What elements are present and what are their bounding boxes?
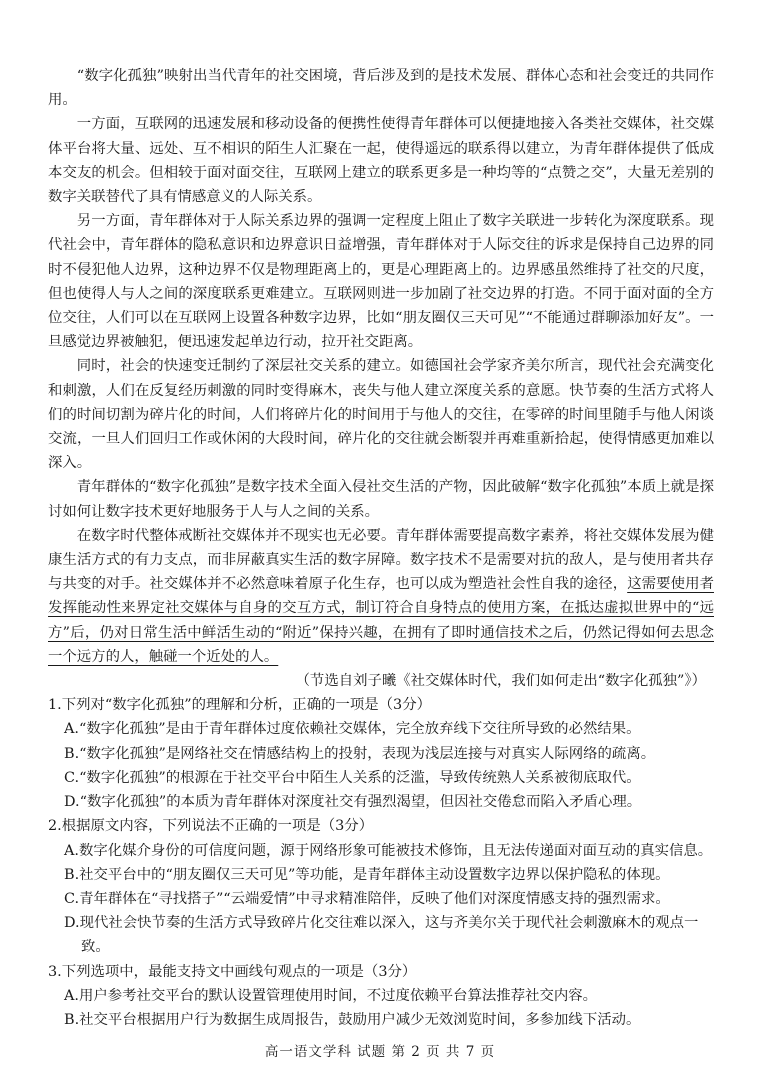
passage-paragraph-4: 同时，社会的快速变迁制约了深层社交关系的建立。如德国社会学家齐美尔所言，现代社会充满变化和刺激，人们在反复经历刺激的同时变得麻木，丧失与他人建立深度关系的意愿。快节奏的生活方式将人们的时间切割为碎片化的时间，人们将碎片化的时间用于与他人的交往，在零碎的时间里随手与他人闲谈交流，一旦人们回归工作或休闲的大段时间，碎片化的交往就会断裂并再难重新拾起，使得情感更加难以深入。 — [48, 358, 714, 472]
passage-paragraph-2: 一方面，互联网的迅速发展和移动设备的便携性使得青年群体可以便捷地接入各类社交媒体，社交媒体平台将大量、远处、互不相识的陌生人汇聚在一起，使得遥远的联系得以建立，为青年群体提供了低成本交友的机会。但相较于面对面交往，互联网上建立的联系更多是一种均等的“点赞之交”，大量无差别的数字关联替代了具有情感意义的人际关系。 — [48, 116, 714, 206]
option-b: B.社交平台根据用户行为数据生成周报告，鼓励用户减少无效浏览时间，多参加线下活动。 — [64, 1011, 641, 1028]
option-d: D.现代社会快节奏的生活方式导致碎片化交往难以深入，这与齐美尔关于现代社会刺激麻木的观点一致。 — [64, 915, 699, 956]
page-footer: 高一语文学科 试题 第 2 页 共 7 页 — [264, 1044, 496, 1060]
passage-paragraph-6 — [48, 524, 714, 669]
underlined-sentence: 这需要使用者发挥能动性来界定社交媒体与自身的交互方式，制订符合自身特点的使用方案，在抵达虚拟世界中的“远方”后，仍对日常生活中鲜活生动的“附近”保持兴趣，在拥有了即时通信技术之后，仍然记得如何去思念一个远方的人，触碰一个近处的人。 — [48, 576, 714, 665]
option-b: B.社交平台中的“朋友圈仅三天可见”等功能，是青年群体主动设置数字边界以保护隐私的体现。 — [64, 866, 670, 883]
option-c: C.青年群体在“寻找搭子”“云端爱情”中寻求精准陪伴，反映了他们对深度情感支持的强烈需求。 — [64, 890, 670, 907]
passage-source: （节选自刘子曦《社交媒体时代，我们如何走出“数字化孤独”》） — [295, 673, 706, 690]
question-3 — [48, 960, 714, 1033]
passage-paragraph-5: 青年群体的“数字化孤独”是数字技术全面入侵社交生活的产物，因此破解“数字化孤独”本质上就是探讨如何让数字技术更好地服务于人与人之间的关系。 — [48, 479, 714, 520]
question-stem: 1.下列对“数字化孤独”的理解和分析，正确的一项是（3分） — [48, 697, 431, 714]
option-d: D.“数字化孤独”的本质为青年群体对深度社交有强烈渴望，但因社交倦怠而陷入矛盾心理。 — [64, 794, 642, 811]
reading-passage — [48, 64, 714, 693]
option-a: A.用户参考社交平台的默认设置管理使用时间，不过度依赖平台算法推荐社交内容。 — [64, 987, 598, 1004]
question-stem: 3.下列选项中，最能支持文中画线句观点的一项是（3分） — [48, 963, 417, 980]
question-stem: 2.根据原文内容，下列说法不正确的一项是（3分） — [48, 818, 374, 835]
page-content — [48, 64, 714, 1032]
passage-paragraph-1: “数字化孤独”映射出当代青年的社交困境，背后涉及到的是技术发展、群体心态和社会变迁的共同作用。 — [48, 68, 714, 109]
paragraph-6-text: 在数字时代整体戒断社交媒体并不现实也无必要。青年群体需要提高数字素养，将社交媒体发展为健康生活方式的有力支点，而非屏蔽真实生活的数字屏障。数字技术不是需要对抗的敌人，是与使用者共存与共变的对手。社交媒体并不必然意味着原子化生存，也可以成为塑造社会性自我的途径， — [48, 527, 714, 593]
option-b: B.“数字化孤独”是网络社交在情感结构上的投射，表现为浅层连接与对真实人际网络的疏离。 — [64, 745, 656, 762]
option-a: A.数字化媒介身份的可信度问题，源于网络形象可能被技术修饰，且无法传递面对面互动的真实信息。 — [64, 842, 713, 859]
passage-paragraph-3: 另一方面，青年群体对于人际关系边界的强调一定程度上阻止了数字关联进一步转化为深度联系。现代社会中，青年群体的隐私意识和边界意识日益增强，青年群体对于人际交往的诉求是保持自己边界的同时不侵犯他人边界，这种边界不仅是物理距离上的，更是心理距离上的。边界感虽然维持了社交的尺度，但也使得人与人之间的深度联系更难建立。互联网则进一步加剧了社交边界的打造。不同于面对面的全方位交往，人们可以在互联网上设置各种数字边界，比如“朋友圈仅三天可见”“不能通过群聊添加好友”。一旦感觉边界被触犯，便迅速发起单边行动，拉开社交距离。 — [48, 213, 714, 351]
question-2 — [48, 814, 714, 959]
option-c: C.“数字化孤独”的根源在于社交平台中陌生人关系的泛滥，导致传统熟人关系被彻底取代。 — [64, 769, 641, 786]
question-1 — [48, 693, 714, 814]
option-a: A.“数字化孤独”是由于青年群体过度依赖社交媒体，完全放弃线下交往所导致的必然结果。 — [64, 721, 641, 738]
